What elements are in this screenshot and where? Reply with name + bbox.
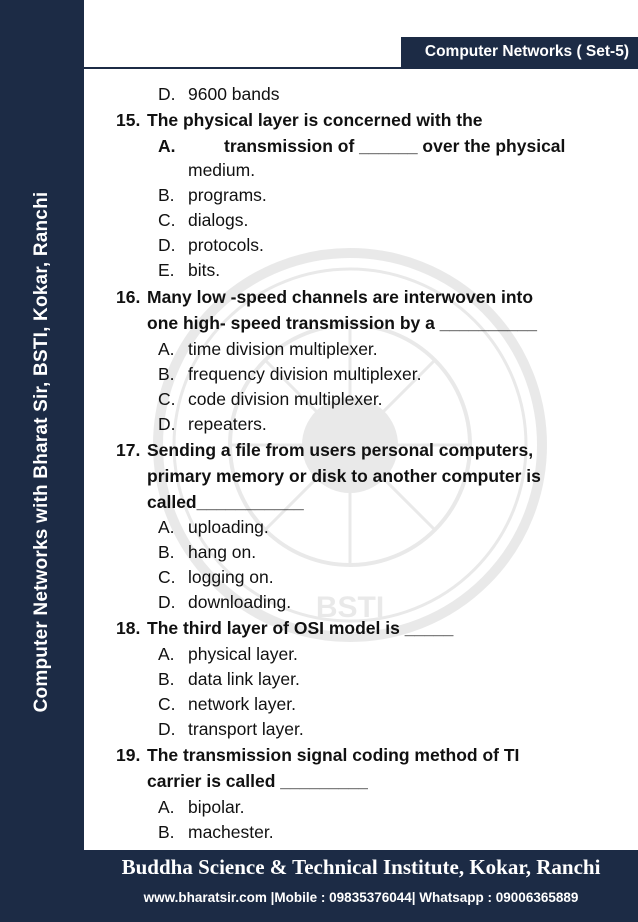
option-17-c: C. logging on. [158, 567, 274, 587]
option-15-a: A. transmission of ______ over the physical [158, 136, 566, 156]
option-15-c: C. dialogs. [158, 210, 249, 230]
question-18: 18. The third layer of OSI model is _____ [116, 618, 454, 638]
option-15-a-cont: medium. [188, 160, 256, 180]
question-15: 15. The physical layer is concerned with the [116, 110, 483, 130]
footer-bar [84, 850, 638, 922]
question-16: 16. Many low -speed channels are interwoven into [116, 287, 534, 307]
option-17-b: B. hang on. [158, 542, 257, 562]
institute-name: Buddha Science & Technical Institute, Kokar, Ranchi [121, 855, 601, 879]
option-18-b: B. data link layer. [158, 669, 300, 689]
option-14-d: D. 9600 bands [158, 84, 280, 104]
option-19-a: A. bipolar. [158, 797, 245, 817]
option-18-c: C. network layer. [158, 694, 296, 714]
option-15-d: D. protocols. [158, 235, 264, 255]
question-19: 19. The transmission signal coding method of TI [116, 745, 520, 765]
question-17: 17. Sending a file from users personal computers, [116, 440, 534, 460]
sidebar-vertical-title: Computer Networks with Bharat Sir, BSTI, Kokar, Ranchi [31, 191, 52, 713]
question-19-cont: carrier is called _________ [147, 771, 368, 791]
contact-info: www.bharatsir.com |Mobile : 09835376044| Whatsapp : 09006365889 [143, 890, 579, 905]
option-16-b: B. frequency division multiplexer. [158, 364, 422, 384]
question-17-cont2: called___________ [147, 492, 304, 512]
option-19-b: B. machester. [158, 822, 274, 842]
question-16-cont: one high- speed transmission by a __________ [147, 313, 538, 333]
option-15-e: E. bits. [158, 260, 221, 280]
set-label-tab: Computer Networks ( Set-5) [401, 37, 638, 67]
option-15-b: B. programs. [158, 185, 267, 205]
option-17-d: D. downloading. [158, 592, 292, 612]
question-17-cont: primary memory or disk to another computer is [147, 466, 541, 486]
option-16-c: C. code division multiplexer. [158, 389, 383, 409]
option-18-d: D. transport layer. [158, 719, 304, 739]
option-17-a: A. uploading. [158, 517, 269, 537]
option-18-a: A. physical layer. [158, 644, 298, 664]
option-16-a: A. time division multiplexer. [158, 339, 378, 359]
option-16-d: D. repeaters. [158, 414, 267, 434]
watermark-label: BSTI [315, 591, 385, 624]
